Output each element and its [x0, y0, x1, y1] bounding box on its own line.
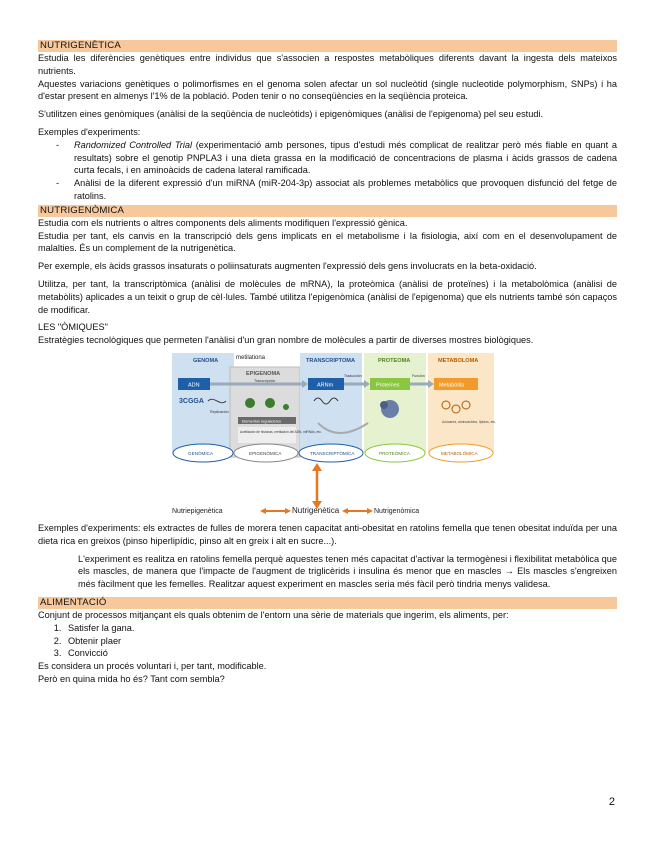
sequence-label: 3CGGA	[179, 397, 204, 405]
epigenoma-label: EPIGENOMA	[246, 370, 281, 377]
transcriptoma-label: TRANSCRIPTOMA	[306, 357, 355, 364]
proteines-label: Proteïnes	[376, 382, 400, 389]
arrow-head	[342, 508, 348, 514]
metilationa-label: metilationa	[236, 354, 266, 361]
transcriptomica-label: TRANSCRIPTÒMICA	[310, 450, 355, 456]
arrow-head	[312, 463, 322, 471]
proteoma-label: PROTEOMA	[378, 357, 411, 364]
elementos-label: Elementos reguladores	[242, 419, 282, 424]
arrow-head	[260, 508, 266, 514]
nutrigenomica-label: Nutrigenòmica	[374, 507, 420, 515]
nucleosome-icon	[265, 398, 275, 408]
arrow-head	[367, 508, 373, 514]
list-item: 2. Obtenir plaer	[64, 635, 617, 648]
examples-list	[38, 139, 617, 203]
examples-label: Exemples d'experiments:	[38, 126, 141, 137]
transcripcio-label: Transcripción	[254, 378, 276, 383]
nutrigenetica-label: Nutrigenètica	[292, 505, 340, 515]
subheading-omiques: LES "ÒMIQUES"	[38, 322, 108, 333]
metabolits-label: Metabòlits	[439, 382, 465, 389]
italic-term: Randomized Controlled Trial	[74, 139, 193, 150]
omics-diagram	[38, 351, 617, 517]
purposes-list	[38, 622, 617, 660]
paragraph: S'utilitzen eines genòmiques (anàlisi de la seqüència de nucleòtids) i epigenòmiques (anàlisi de l'epigenoma) pel seu estudi.	[38, 109, 544, 120]
funcio-label: Función	[412, 373, 425, 378]
paragraph: Estudia per tant, els canvis en la transcripció dels gens implicats en el metabolisme i la fisiologia, així com en el desenvolupament de malalties. És un complement de la nutrigenètica.	[38, 230, 617, 254]
metab-note: Azúcares, aminoácidos, lípidos, etc.	[442, 419, 497, 424]
paragraph: Es considera un procés voluntari i, per tant, modificable.	[38, 661, 267, 672]
list-item	[56, 139, 617, 177]
adn-label: ADN	[188, 382, 200, 389]
metil-note: Acetilación de histonas, metilación del ADN, miRNAs, etc.	[240, 429, 322, 434]
section-header-nutrigenomica: NUTRIGENÒMICA	[38, 205, 617, 217]
section-header-nutrigenetica: NUTRIGENÈTICA	[38, 40, 617, 52]
protein-icon	[380, 401, 388, 409]
omics-figure	[38, 351, 617, 517]
metabolomica-label: METABOLÒMICA	[441, 450, 478, 456]
paragraph: Utilitza, per tant, la transcriptòmica (anàlisi de molècules de mRNA), la proteòmica (anàlisi de proteïnes) i la metabolòmica (anàlisi de metabòlits) aplicades a un teixit o grup de cèl·lules. També utilitza l'epigenòmica (anàlisi de l'epigenoma) que els nutrients també són capaços de modificar.	[38, 278, 617, 315]
metaboloma-panel	[428, 353, 497, 453]
paragraph: Conjunt de processos mitjançant els quals obtenim de l'entorn una sèrie de materials que ingerim, els aliments, per:	[38, 609, 509, 620]
list-item: 1. Satisfer la gana.	[64, 622, 617, 635]
traduccio-label: Traducción	[344, 373, 362, 378]
genomica-label: GENÒMICA	[188, 450, 214, 456]
nucleosome-icon	[245, 398, 255, 408]
nutriepigenetica-label: Nutriepigenètica	[172, 507, 223, 515]
metaboloma-label: METABOLOMA	[438, 357, 479, 364]
epigenomica-label: EPIGENÒMICA	[249, 450, 282, 456]
proteomica-label: PROTEÒMICA	[379, 450, 410, 456]
paragraph: Per exemple, els àcids grassos insaturats o poliinsaturats augmenten l'expressió dels gens involucrats en la beta-oxidació.	[38, 261, 537, 272]
list-item: 3. Convicció	[64, 647, 617, 660]
document-page	[38, 40, 617, 686]
indented-paragraph: L'experiment es realitza en ratolins femella perquè aquestes tenen més capacitat d'activar la termogènesi i flexibilitat metabòlica que els mascles, de manera que l'impacte de l'augment de triglicèrids i insulina és menor que en mascles → Els mascles s'engreixen més fàcilment que les femelles. Realitzar aquest experiment en mascles seria més fàcil però tindria menys validesa.	[78, 553, 617, 590]
page-number: 2	[608, 796, 615, 808]
nucleosome-icon	[283, 404, 289, 410]
arnm-label: ARNm	[317, 382, 334, 389]
transcriptoma-panel	[300, 353, 362, 453]
arrow-head	[285, 508, 291, 514]
replicacio-label: Replicación	[210, 409, 229, 414]
paragraph: Aquestes variacions genètiques o polimorfismes en el genoma solen afectar un sol nucleòtid (single nucleotide polymorphism, SNPs) i ha d'estar present en almenys l'1% de la població. Poden tenir o no conseqüències en la seqüència proteica.	[38, 78, 617, 102]
genoma-label: GENOMA	[193, 357, 219, 364]
list-item-text: (experimentació amb persones, tipus d'estudi més complicat de realitzar però més fiable en quant a resultats) sobre el genotip PNPLA3 i una dieta grassa en la modificació de concentracions de plasma i àcids grassos de cadena curta fecals, i en aminoàcids de cadena lateral ramificada.	[74, 139, 617, 176]
paragraph: Però en quina mida ho és? Tant com sembla?	[38, 673, 225, 684]
paragraph: Estudia com els nutrients o altres components dels aliments modifiquen l'expressió gènica.	[38, 217, 408, 228]
paragraph: Estratègies tecnològiques que permeten l'anàlisi d'un gran nombre de molècules a partir de diverses mostres biològiques.	[38, 335, 534, 346]
paragraph: Estudia les diferències genètiques entre individus que s'associen a respostes metabòliques diferents davant la ingesta dels mateixos nutrients.	[38, 53, 617, 76]
list-item: - Anàlisi de la diferent expressió d'un miRNA (miR-204-3p) associat als problemes metabòlics que provoquen disfunció del fetge de ratolins.	[56, 177, 617, 203]
paragraph: Exemples d'experiments: els extractes de fulles de morera tenen capacitat anti-obesitat en ratolins femella que tenen obesitat induïda per una dieta rica en greixos (pinso hiperlipídic, pinso alt en greix i alt en sucre...).	[38, 522, 617, 546]
section-header-alimentacio: ALIMENTACIÓ	[38, 597, 617, 609]
